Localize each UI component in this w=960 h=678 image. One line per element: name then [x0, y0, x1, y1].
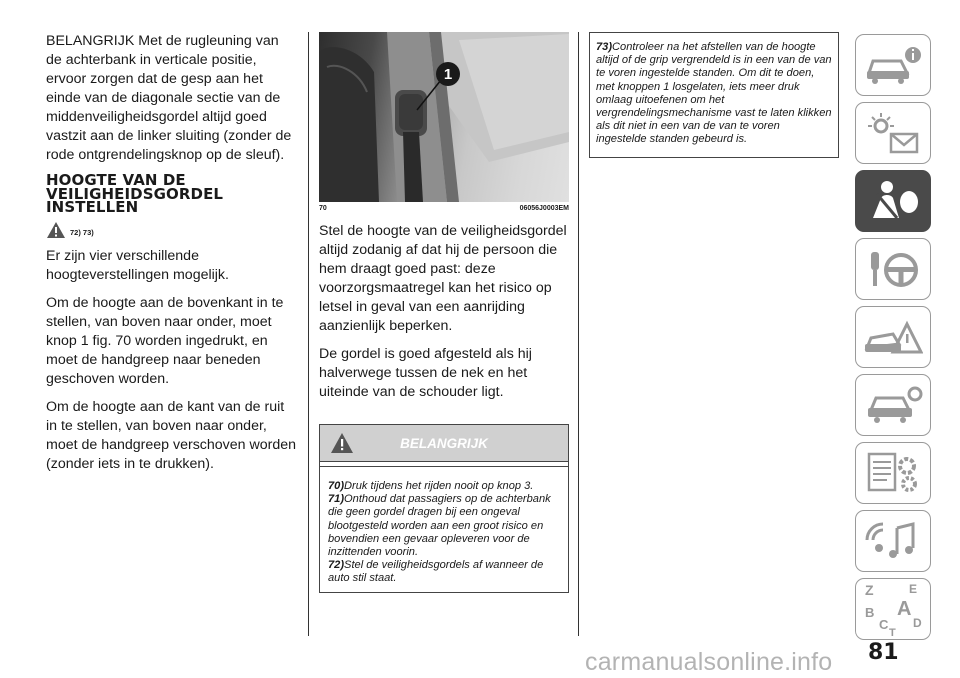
index-letter: T	[889, 627, 896, 637]
starting-driving-icon	[863, 246, 923, 292]
index-letter: C	[879, 617, 889, 632]
tab-safety[interactable]	[855, 170, 931, 232]
tab-emergency[interactable]	[855, 306, 931, 368]
note-number: 70)	[328, 480, 345, 492]
paragraph: Om de hoogte aan de kant van de ruit in te stellen, van boven naar onder, moet de handgreep verschoven worden (zonder iets in te drukken).	[46, 398, 297, 472]
index-letter: B	[865, 605, 875, 620]
warning-triangle-icon	[46, 221, 66, 239]
tab-maintenance[interactable]	[855, 374, 931, 436]
seatbelt-figure	[319, 32, 569, 202]
chapter-sidebar	[855, 34, 931, 646]
warning-triangle-icon	[330, 432, 354, 454]
note-item	[328, 559, 562, 585]
warning-reference	[46, 221, 298, 239]
continued-note-box	[589, 32, 839, 158]
index-icon	[861, 581, 925, 637]
page-number: 81	[868, 640, 899, 665]
note-number: 71)	[328, 493, 345, 506]
warning-box	[319, 424, 569, 593]
column-left	[46, 32, 298, 483]
figure-callout-badge	[436, 62, 460, 86]
seatbelt-illustration	[319, 32, 569, 202]
tab-technical-data[interactable]	[855, 442, 931, 504]
note-number: 73)	[596, 41, 613, 53]
paragraph: Er zijn vier verschillende hoogteverstellingen mogelijk.	[46, 247, 229, 283]
emergency-icon	[863, 314, 923, 360]
note-number: 72)	[328, 559, 345, 572]
warning-notes	[320, 466, 568, 592]
note-item	[328, 480, 562, 493]
index-letter: D	[913, 616, 922, 630]
paragraph: Stel de hoogte van de veiligheidsgordel altijd zodanig af dat hij de persoon die hem draagt goed past: deze voorzorgsmaatregel kan het risico op letsel in geval van een aanrijding aanzienlijk beperken.	[319, 223, 567, 334]
intro-paragraph: BELANGRIJK Met de rugleuning van de achterbank in verticale positie, ervoor zorgen dat de gesp aan het einde van de diagonale sectie van de middenveiligheidsgordel altijd goed vastzit aan de linker sluiting (zonder de rode ontgrendelingsknop op de sleuf).	[46, 33, 292, 163]
paragraph: De gordel is goed afgesteld als hij halverwege tussen de nek en het uiteinde van de schouder ligt.	[319, 346, 532, 400]
maintenance-icon	[863, 382, 923, 428]
car-info-icon	[863, 43, 923, 87]
note-text: Controleer na het afstellen van de hoogte altijd of de grip vergrendeld is in een van de van te voren ingestelde standen. Om dit te doen, met knoppen 1 losgelaten, iets meer druk omlaag uitoefenen om het vergrendelingsmechanisme vast te laten klikken als dit niet in een van de van te voren ingestelde standen gebeurd is.	[596, 41, 832, 146]
section-heading: HOOGTE VAN DE VEILIGHEIDSGORDEL INSTELLEN	[46, 171, 224, 216]
figure-number: 70	[319, 205, 327, 212]
index-letter: A	[897, 598, 912, 620]
paragraph: Om de hoogte aan de bovenkant in te stellen, van boven naar onder, moet knop 1 fig. 70 worden ingedrukt, en moet de handgreep naar beneden geschoven worden.	[46, 294, 284, 387]
note-item	[328, 493, 562, 559]
technical-data-icon	[863, 450, 923, 496]
tab-car-info[interactable]	[855, 34, 931, 96]
column-right	[589, 32, 839, 158]
index-letter: Z	[865, 582, 874, 598]
tab-warning-lights[interactable]	[855, 102, 931, 164]
watermark: carmanualsonline.info	[585, 648, 833, 676]
multimedia-icon	[863, 518, 923, 564]
warning-refs: 72) 73)	[70, 227, 94, 237]
callout-number: 1	[443, 65, 453, 83]
note-text: Stel de veiligheidsgordels af wanneer de auto stil staat.	[328, 559, 544, 585]
tab-starting-driving[interactable]	[855, 238, 931, 300]
column-divider	[578, 32, 579, 636]
safety-seatbelt-icon	[863, 178, 923, 224]
column-divider	[308, 32, 309, 636]
column-middle	[319, 32, 569, 593]
note-text: Onthoud dat passagiers op de achterbank die geen gordel dragen bij een ongeval blootgesteld worden aan een groot risico en bovendien een gevaar opleveren voor de inzittenden voorin.	[328, 493, 551, 559]
index-letter: E	[909, 582, 918, 596]
note-text: Druk tijdens het rijden nooit op knop 3.	[344, 480, 534, 492]
warning-lights-icon	[863, 110, 923, 156]
tab-index[interactable]	[855, 578, 931, 640]
figure-code: 06056J0003EM	[519, 205, 569, 212]
tab-multimedia[interactable]	[855, 510, 931, 572]
figure-caption	[319, 205, 569, 212]
warning-header	[320, 425, 568, 461]
warning-title: BELANGRIJK	[400, 435, 488, 451]
note-item	[596, 41, 832, 147]
